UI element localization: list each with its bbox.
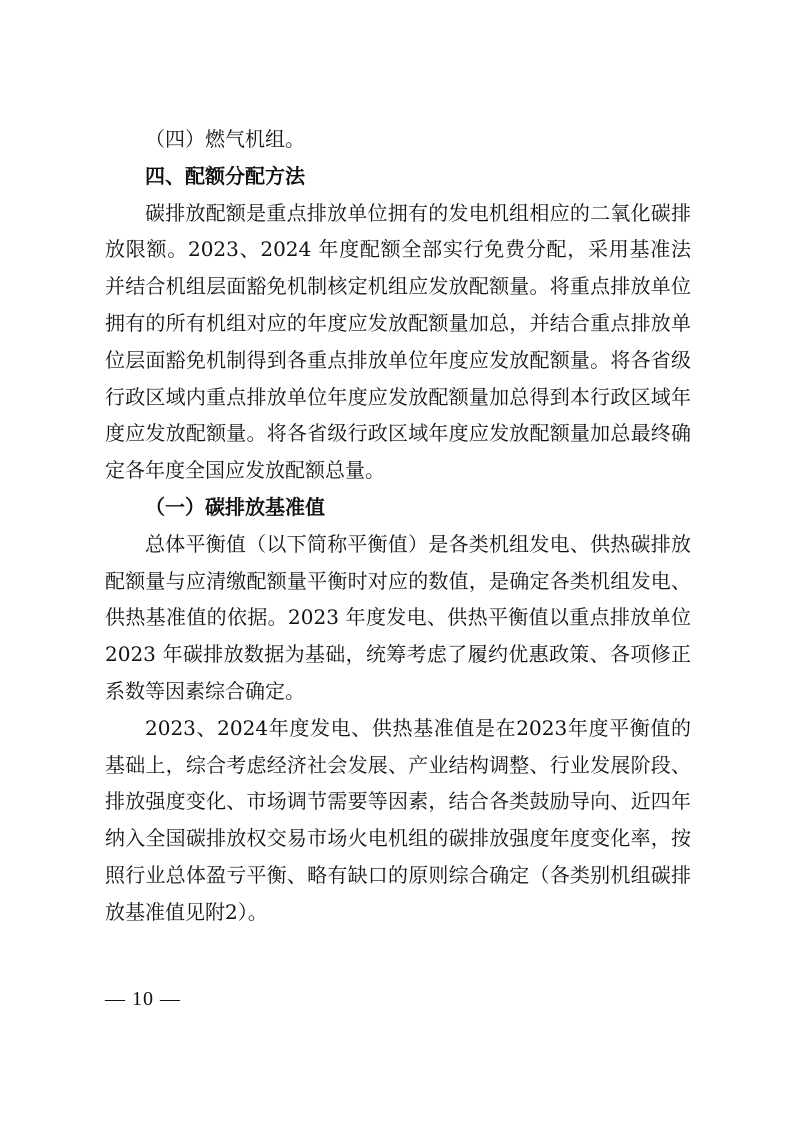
paragraph-balance-value: 总体平衡值（以下简称平衡值）是各类机组发电、供热碳排放配额量与应清缴配额量平衡时对应的数值，是确定各类机组发电、供热基准值的依据。2023 年度发电、供热平衡值以重点排放单位 2023 年碳排放数据为基础，统筹考虑了履约优惠政策、各项修正系数等因素综合确定。 [105,531,691,703]
document-body [105,121,691,931]
subsection-heading-benchmark: （一）碳排放基准值 [145,494,325,519]
paragraph-gas-units: （四）燃气机组。 [145,127,305,151]
section-heading-allocation-method: 四、配额分配方法 [145,163,305,188]
paragraph-allocation-overview: 碳排放配额是重点排放单位拥有的发电机组相应的二氧化碳排放限额。2023、2024 年度配额全部实行免费分配，采用基准法并结合机组层面豁免机制核定机组应发放配额量。将重点排放单位拥有的所有机组对应的年度应发放配额量加总，并结合重点排放单位层面豁免机制得到各重点排放单位年度应发放配额量。将各省级行政区域内重点排放单位年度应发放配额量加总得到本行政区域年度应发放配额量。将各省级行政区域年度应发放配额量加总最终确定各年度全国应发放配额总量。 [105,200,691,483]
paragraph-benchmark-determination: 2023、2024年度发电、供热基准值是在2023年度平衡值的基础上，综合考虑经济社会发展、产业结构调整、行业发展阶段、排放强度变化、市场调节需要等因素，结合各类鼓励导向、近四年纳入全国碳排放权交易市场火电机组的碳排放强度年度变化率，按照行业总体盈亏平衡、略有缺口的原则综合确定（各类别机组碳排放基准值见附2）。 [105,715,691,924]
page-number: — 10 — [105,988,181,1010]
